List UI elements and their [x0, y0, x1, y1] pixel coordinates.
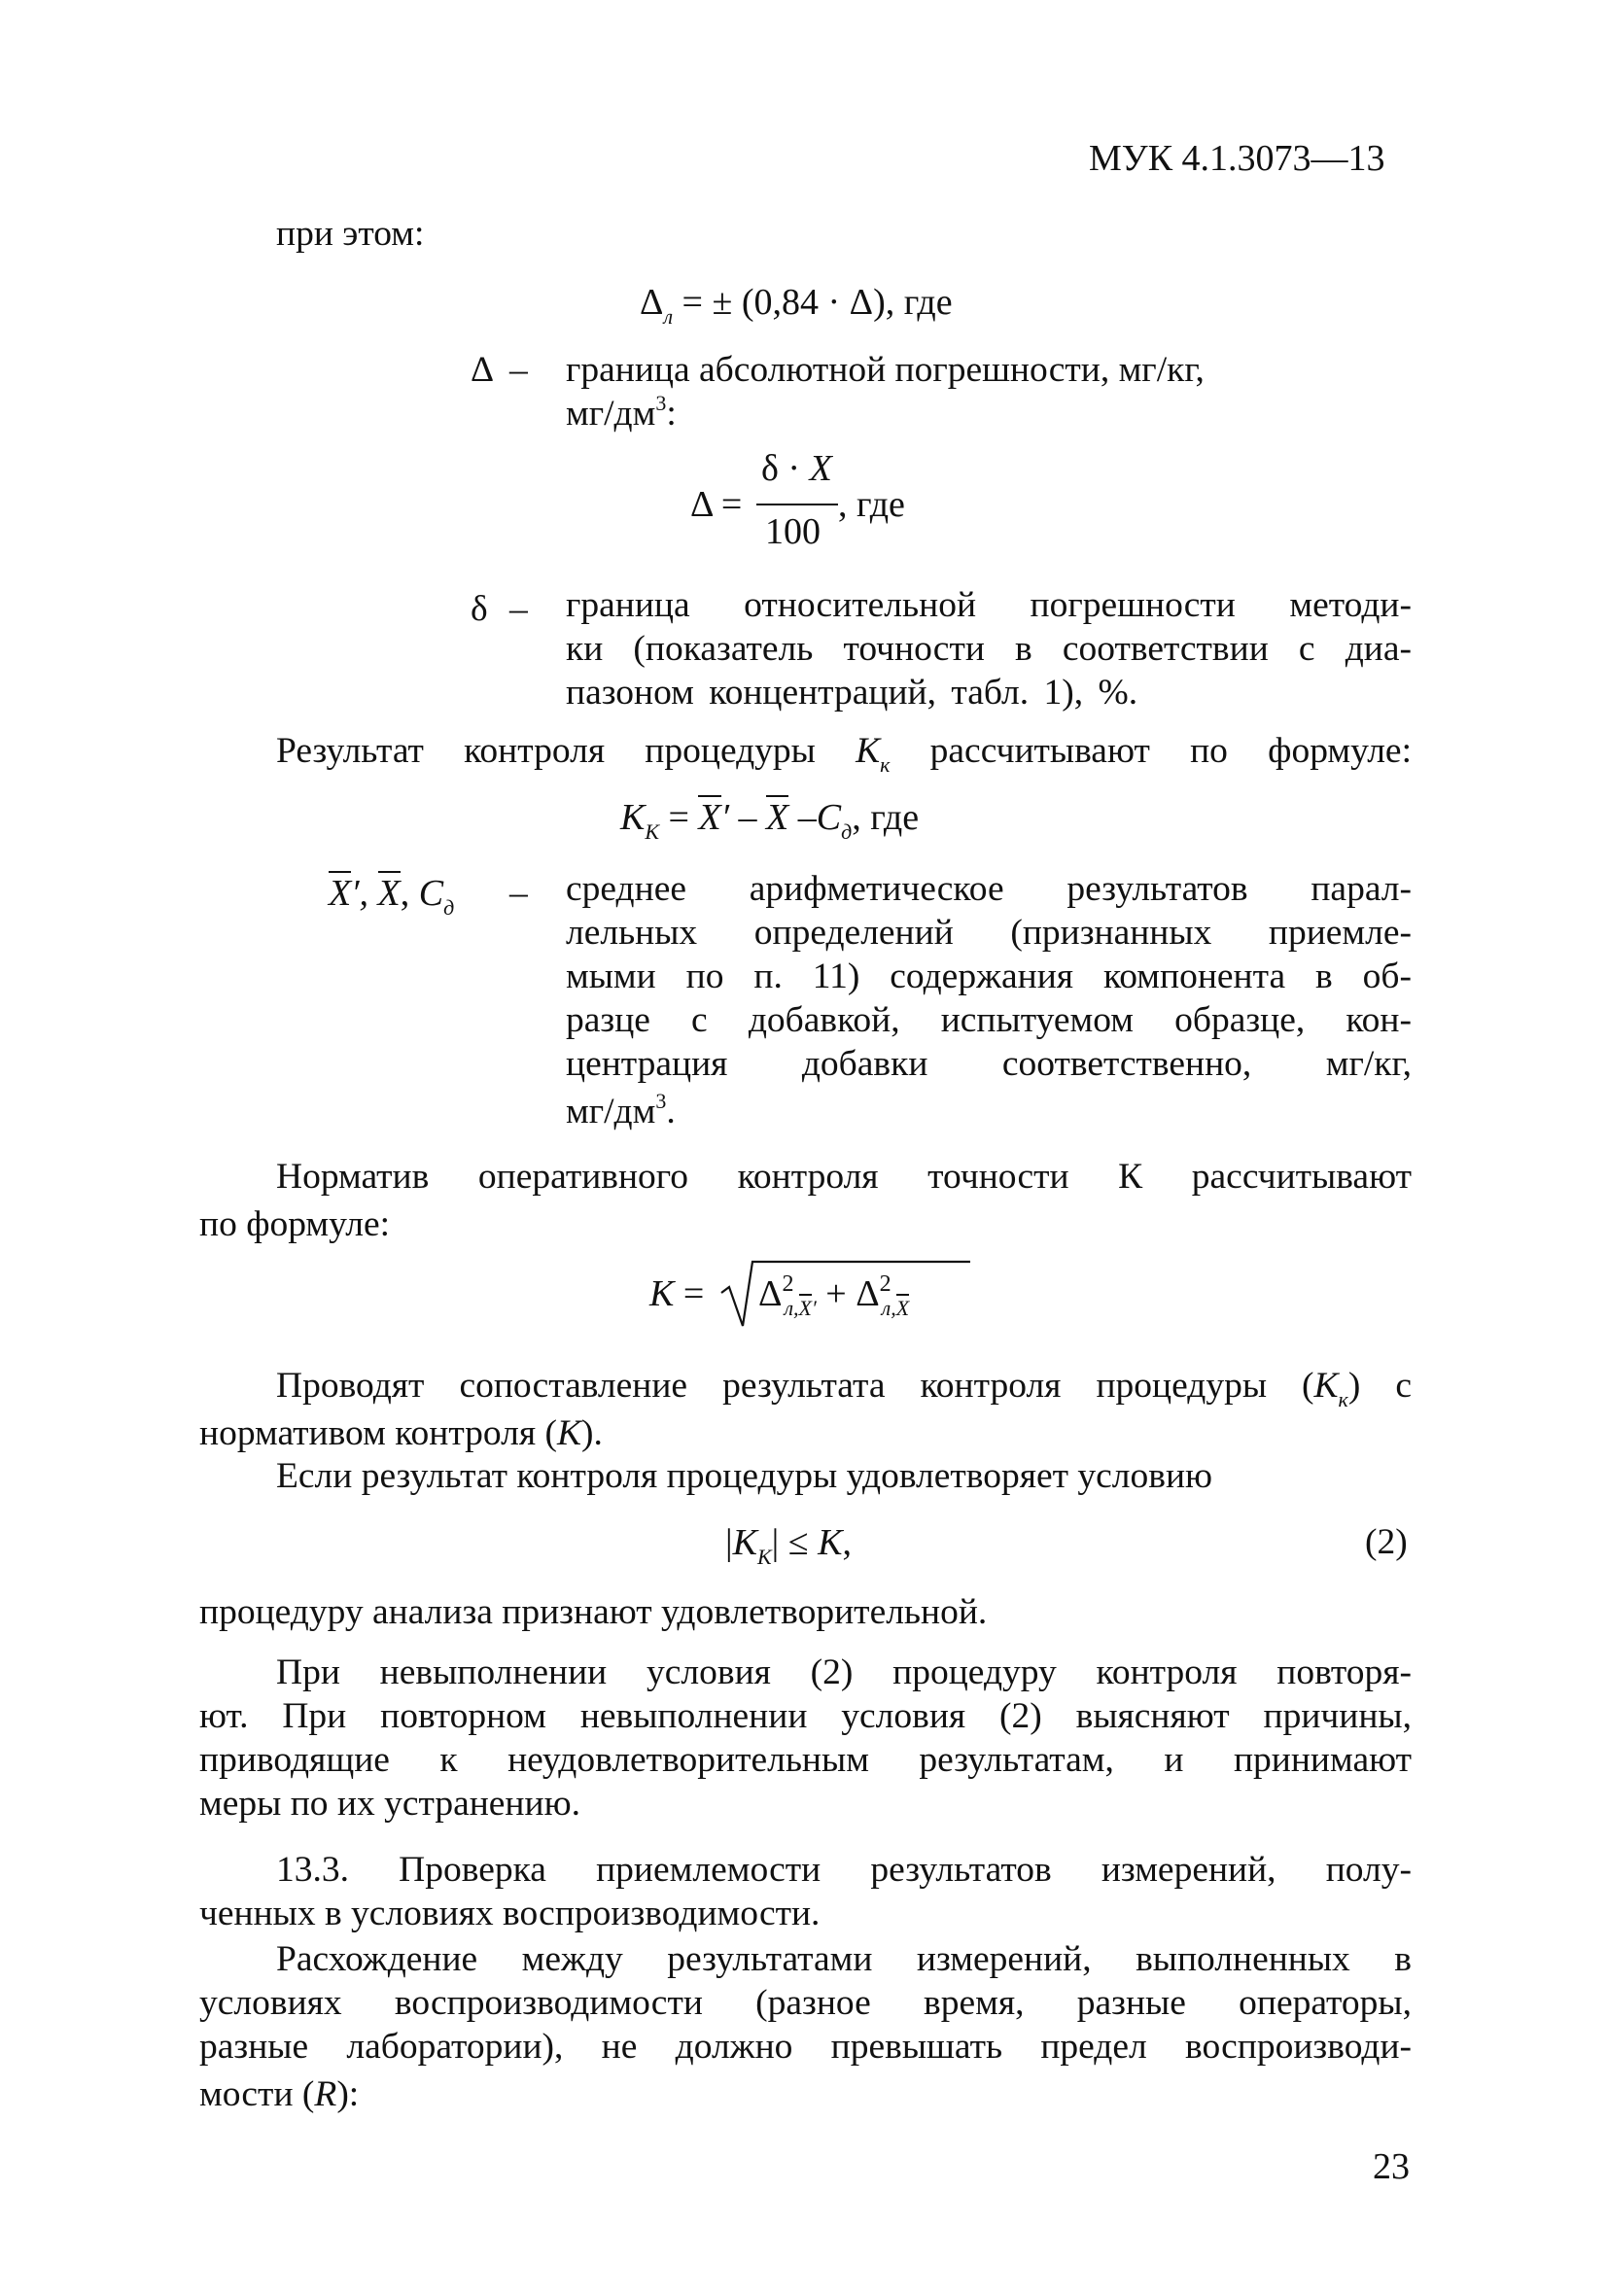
definition-delta-line2: $мг/дм^3$:	[566, 391, 677, 434]
diff-paragraph-line3: разные лаборатории), не должно превышать предел воспроизводи-	[199, 2027, 1412, 2067]
intro-text: при этом:	[276, 214, 425, 254]
definition-x-line3: мыми по п. 11) содержания компонента в об-	[566, 957, 1412, 996]
fail-paragraph-line2: ют. При повторном невыполнении условия (2) выясняют причины,	[199, 1696, 1412, 1736]
formula-k-lhs: K =	[649, 1273, 705, 1314]
page-number: 23	[1373, 2146, 1410, 2187]
then-paragraph: процедуру анализа признают удовлетворительной.	[199, 1592, 988, 1632]
definition-delta-line1: граница абсолютной погрешности, мг/кг,	[566, 350, 1205, 390]
definition-small-delta-symbol: δ	[471, 589, 488, 629]
definition-x-symbols: X′, X, $C_д$	[329, 873, 455, 920]
fraction-bar	[756, 504, 838, 505]
formula-delta-tail: , где	[838, 484, 905, 525]
definition-delta-dash: –	[509, 350, 528, 390]
diff-paragraph-line1: Расхождение между результатами измерений, выполненных в	[276, 1939, 1412, 1979]
definition-small-delta-dash: –	[509, 589, 528, 629]
fail-paragraph-line4: меры по их устранению.	[199, 1784, 580, 1824]
definition-delta-symbol: Δ	[471, 350, 495, 390]
definition-x-dash: –	[509, 873, 528, 913]
formula-k-radicand: $\Delta^2_{л,X'} + \Delta^2_{л,X}$	[758, 1271, 910, 1320]
section-13-3-line2: ченных в условиях воспроизводимости.	[199, 1894, 821, 1933]
diff-paragraph-line2: условиях воспроизводимости (разное время, разные операторы,	[199, 1983, 1412, 2023]
equation-number: (2)	[1365, 1522, 1408, 1562]
definition-small-delta-line2: ки (показатель точности в соответствии с диа-	[566, 629, 1412, 669]
section-13-3-line1: 13.3. Проверка приемлемости результатов измерений, полу-	[276, 1850, 1412, 1890]
definition-x-line6: $мг/дм^3$.	[566, 1089, 676, 1131]
definition-x-line1: среднее арифметическое результатов парал-	[566, 869, 1412, 909]
compare-paragraph-line1: Проводят сопоставление результата контроля процедуры $(K_к)$ с	[276, 1366, 1412, 1411]
document-code: МУК 4.1.3073—13	[1089, 138, 1385, 179]
definition-small-delta-line1: граница относительной погрешности методи-	[566, 585, 1412, 625]
definition-x-line2: лельных определений (признанных приемле-	[566, 913, 1412, 953]
formula-condition: $|K_K| \le K$,	[725, 1522, 852, 1569]
definition-small-delta-line3: пазоном концентраций, табл. 1), %.	[566, 673, 1138, 713]
if-paragraph: Если результат контроля процедуры удовлетворяет условию	[276, 1456, 1213, 1496]
formula-delta-denominator: 100	[765, 511, 821, 552]
fail-paragraph-line1: При невыполнении условия (2) процедуру контроля повторя-	[276, 1652, 1412, 1692]
norm-paragraph-line1: Норматив оперативного контроля точности К рассчитывают	[276, 1157, 1412, 1197]
norm-paragraph-line2: по формуле:	[199, 1204, 391, 1244]
diff-paragraph-line4: мости (R):	[199, 2074, 360, 2114]
formula-delta-lhs: Δ =	[690, 484, 743, 525]
formula-kk: $K_K = X' - X$ $-C_д$, где	[620, 797, 920, 844]
definition-x-line4: разце с добавкой, испытуемом образце, кон-	[566, 1000, 1412, 1040]
result-paragraph: Результат контроля процедуры $K_к$ рассчитывают по формуле:	[276, 731, 1412, 777]
fail-paragraph-line3: приводящие к неудовлетворительным результатам, и принимают	[199, 1740, 1412, 1780]
compare-paragraph-line2: нормативом контроля (K).	[199, 1413, 603, 1453]
formula-delta-numerator: δ · X	[761, 448, 832, 489]
formula-delta-l: $\Delta_л$ = ± (0,84 · Δ), где	[640, 282, 953, 329]
definition-x-line5: центрация добавки соответственно, мг/кг,	[566, 1044, 1412, 1084]
